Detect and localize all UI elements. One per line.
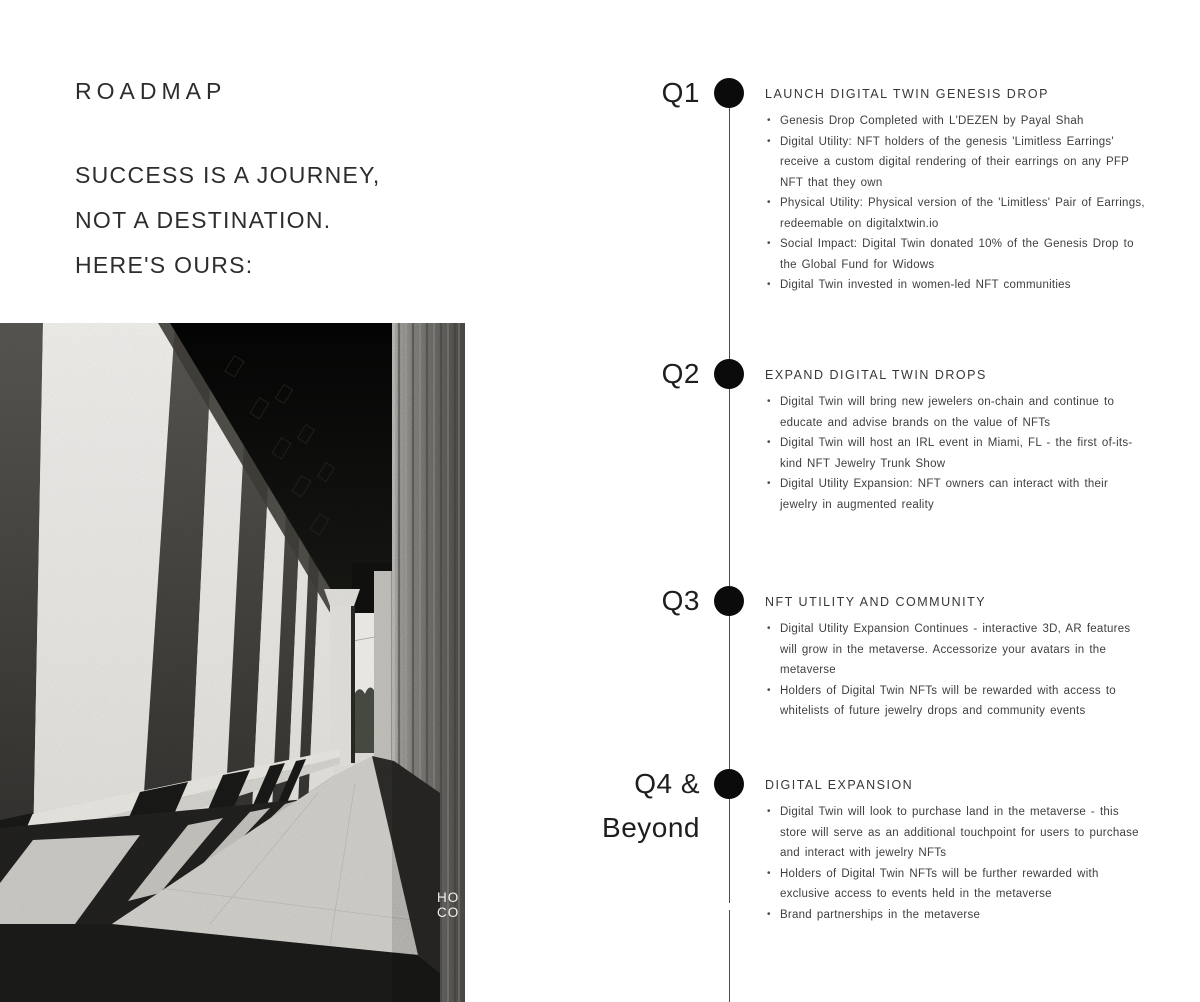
quarter-label-line: Q4 & [634,768,700,799]
photo-overlay-line: HO [437,890,460,905]
quarter-content [765,359,1150,515]
bullet-item: • Digital Twin invested in women-led NFT communities [765,275,1147,296]
timeline-node-dot [714,78,744,108]
quarter-title: LAUNCH DIGITAL TWIN GENESIS DROP [765,87,1049,101]
quarter-label-line: Beyond [602,812,700,843]
bullet-item: • Brand partnerships in the metaverse [765,905,1147,926]
photo-overlay-text [437,890,465,920]
quarter-label-line: Q2 [661,358,700,389]
quarter-content [765,78,1150,296]
intro-section [75,78,465,288]
quarter-label [540,71,700,115]
quarter-label [540,579,700,623]
quarter-label [540,352,700,396]
photo-overlay-line: CO [437,905,460,920]
quarter-row [0,358,1200,511]
quarter-content [765,586,1150,722]
quarter-row [0,585,1200,717]
timeline-node-dot [714,586,744,616]
quarter-title: NFT UTILITY AND COMMUNITY [765,595,987,609]
timeline-node-dot [714,359,744,389]
bullet-item: • Holders of Digital Twin NFTs will be further rewarded with exclusive access to events held in the metaverse [765,864,1147,905]
bullet-item: • Digital Utility: NFT holders of the genesis 'Limitless Earrings' receive a custom digital rendering of their earrings on any PFP NFT that they own [765,132,1147,194]
statement-line: SUCCESS IS A JOURNEY, [75,162,381,188]
roadmap-statement [75,153,465,288]
bullet-item: • Holders of Digital Twin NFTs will be rewarded with access to whitelists of future jewelry drops and community events [765,681,1147,722]
timeline-line-lower [729,910,730,1002]
bullet-item: • Digital Utility Expansion: NFT owners can interact with their jewelry in augmented reality [765,474,1147,515]
bullet-item: • Physical Utility: Physical version of the 'Limitless' Pair of Earrings, redeemable on digitalxtwin.io [765,193,1147,234]
bullet-item: • Social Impact: Digital Twin donated 10% of the Genesis Drop to the Global Fund for Widows [765,234,1147,275]
statement-line: NOT A DESTINATION. [75,207,332,233]
statement-line: HERE'S OURS: [75,252,254,278]
bullet-item: • Digital Twin will bring new jewelers on-chain and continue to educate and advise brands on the value of NFTs [765,392,1147,433]
timeline-node-dot [714,769,744,799]
quarter-label-line: Q3 [661,585,700,616]
bullet-item: • Genesis Drop Completed with L'DEZEN by Payal Shah [765,111,1147,132]
roadmap-kicker: ROADMAP [75,78,227,104]
colonnade-photo [0,323,465,1002]
quarter-bullets [765,111,1147,296]
quarter-title: EXPAND DIGITAL TWIN DROPS [765,368,987,382]
quarter-bullets [765,802,1147,925]
bullet-item: • Digital Twin will look to purchase land in the metaverse - this store will serve as an additional touchpoint for users to purchase and interact with jewelry NFTs [765,802,1147,864]
quarter-bullets [765,392,1147,515]
bullet-item: • Digital Twin will host an IRL event in Miami, FL - the first of-its-kind NFT Jewelry Trunk Show [765,433,1147,474]
quarter-content [765,769,1150,925]
bullet-item: • Digital Utility Expansion Continues - interactive 3D, AR features will grow in the metaverse. Accessorize your avatars in the metaverse [765,619,1147,681]
colonnade-photo-art [0,323,465,1002]
quarter-label [540,762,700,850]
quarter-label-line: Q1 [661,77,700,108]
quarter-title: DIGITAL EXPANSION [765,778,914,792]
quarter-bullets [765,619,1147,722]
